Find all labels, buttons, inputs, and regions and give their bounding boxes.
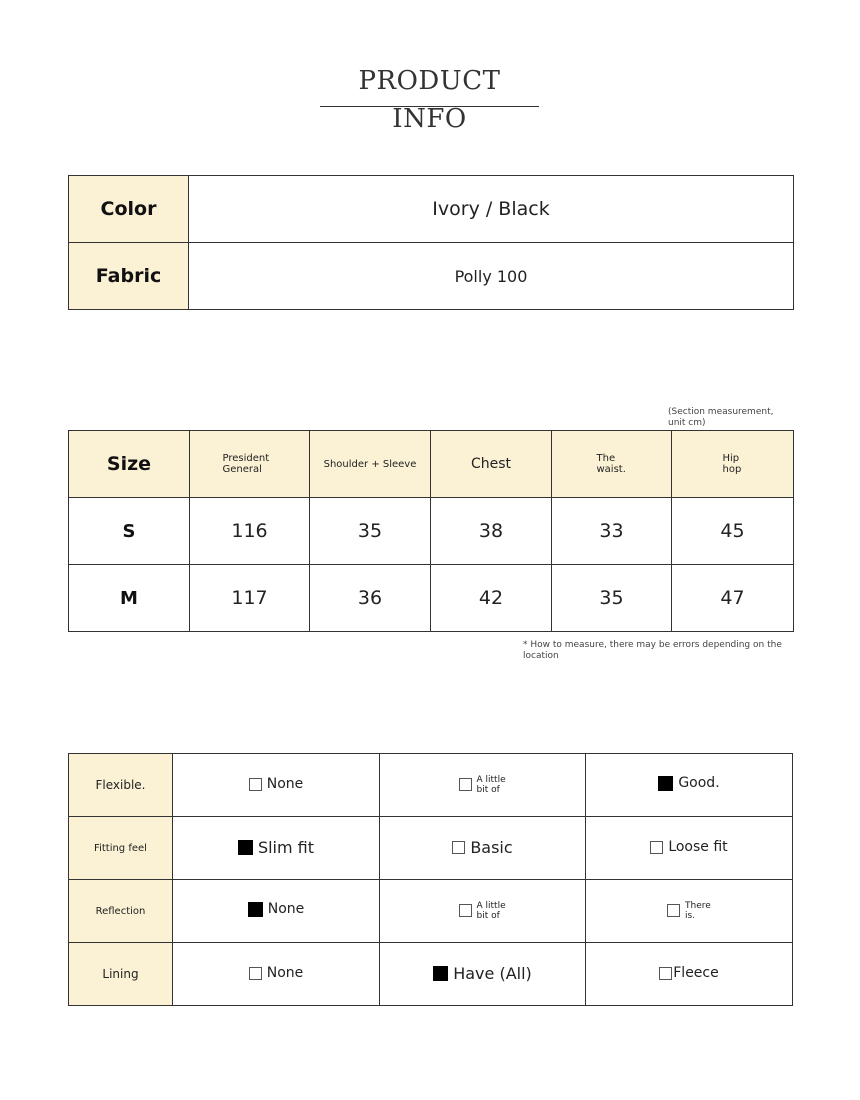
feel-row-flexible	[69, 754, 793, 817]
checkbox-unchecked-icon	[650, 841, 663, 854]
checkbox-unchecked-icon	[452, 841, 465, 854]
checkbox-unchecked-icon	[249, 778, 262, 791]
fitting-option-basic: Basic	[452, 838, 512, 857]
reflection-option-there-is: There is.	[667, 901, 711, 921]
fabric-value: Polly 100	[189, 243, 794, 310]
lining-label: Lining	[69, 943, 173, 1006]
checkbox-checked-icon	[658, 776, 673, 791]
lining-option-none: None	[249, 965, 304, 981]
flexible-option-none: None	[249, 776, 304, 792]
feel-row-lining	[69, 943, 793, 1006]
color-value: Ivory / Black	[189, 176, 794, 243]
checkbox-unchecked-icon	[249, 967, 262, 980]
measurement-error-note: * How to measure, there may be errors depending on the location	[523, 640, 782, 661]
size-table	[68, 430, 794, 632]
product-info-table	[68, 175, 794, 310]
flexible-option-good: Good.	[658, 775, 719, 791]
reflection-option-a-little: A little bit of	[459, 901, 507, 921]
checkbox-unchecked-icon	[459, 904, 472, 917]
flexible-label: Flexible.	[69, 754, 173, 817]
size-header: Size	[69, 431, 190, 498]
checkbox-checked-icon	[248, 902, 263, 917]
size-s-label: S	[69, 498, 190, 565]
reflection-label: Reflection	[69, 880, 173, 943]
checkbox-checked-icon	[238, 840, 253, 855]
size-m-waist: 35	[552, 565, 672, 632]
flexible-option-a-little: A little bit of	[459, 775, 507, 795]
measurement-unit-note: (Section measurement, unit cm)	[668, 407, 774, 428]
checkbox-unchecked-icon	[667, 904, 680, 917]
checkbox-unchecked-icon	[459, 778, 472, 791]
hip-header: Hip hop	[722, 453, 742, 475]
checkbox-checked-icon	[433, 966, 448, 981]
waist-header: The waist.	[596, 453, 626, 475]
feel-row-reflection	[69, 880, 793, 943]
size-s-chest: 38	[431, 498, 552, 565]
checkbox-unchecked-icon	[659, 967, 672, 980]
size-s-waist: 33	[552, 498, 672, 565]
size-m-chest: 42	[431, 565, 552, 632]
fit-characteristics-table	[68, 753, 793, 1006]
size-header-row	[69, 431, 794, 498]
page-title: PRODUCT INFO	[320, 62, 539, 107]
info-row-color	[69, 176, 794, 243]
total-length-header: President General	[222, 453, 270, 475]
info-row-fabric	[69, 243, 794, 310]
fabric-label: Fabric	[69, 243, 189, 310]
size-m-total-length: 117	[190, 565, 310, 632]
lining-option-fleece: Fleece	[659, 965, 718, 981]
feel-row-fitting	[69, 817, 793, 880]
table-row	[69, 565, 794, 632]
chest-header: Chest	[431, 431, 552, 498]
size-s-total-length: 116	[190, 498, 310, 565]
size-s-shoulder-sleeve: 35	[310, 498, 431, 565]
table-row	[69, 498, 794, 565]
fitting-feel-label: Fitting feel	[69, 817, 173, 880]
reflection-option-none: None	[248, 901, 305, 917]
fitting-option-slim: Slim fit	[238, 838, 314, 857]
shoulder-sleeve-header: Shoulder + Sleeve	[310, 431, 431, 498]
lining-option-have-all: Have (All)	[433, 964, 532, 983]
size-m-hip: 47	[672, 565, 794, 632]
fitting-option-loose: Loose fit	[650, 839, 727, 855]
size-m-shoulder-sleeve: 36	[310, 565, 431, 632]
color-label: Color	[69, 176, 189, 243]
size-s-hip: 45	[672, 498, 794, 565]
size-m-label: M	[69, 565, 190, 632]
